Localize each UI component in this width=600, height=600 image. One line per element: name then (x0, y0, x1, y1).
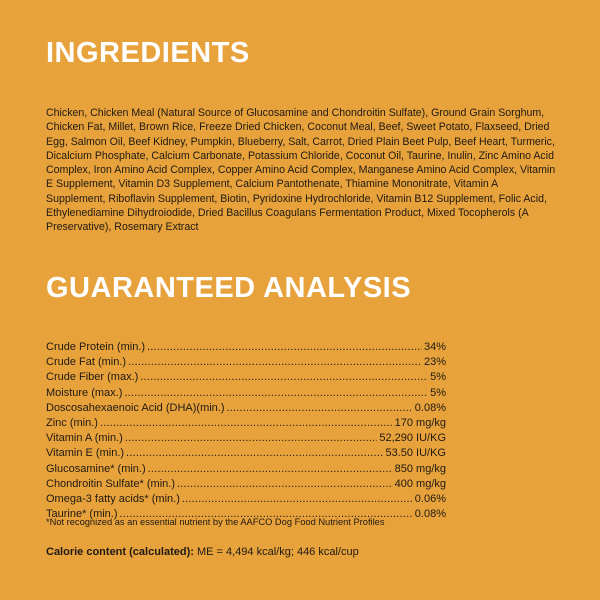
analysis-value: 5% (430, 386, 446, 399)
leader-dots (124, 386, 428, 401)
analysis-label: Crude Fat (min.) (46, 356, 127, 369)
analysis-value: 23% (423, 356, 446, 369)
leader-dots (148, 462, 393, 477)
leader-dots (182, 492, 413, 507)
leader-dots (177, 477, 393, 492)
analysis-label: Crude Fiber (max.) (46, 371, 139, 384)
analysis-label: Chondroitin Sulfate* (min.) (46, 477, 176, 490)
analysis-row (46, 462, 446, 477)
analysis-label: Omega-3 fatty acids* (min.) (46, 492, 180, 505)
analysis-value: 850 mg/kg (394, 462, 446, 475)
leader-dots (140, 370, 428, 385)
analysis-label: Doscosahexaenoic Acid (DHA)(min.) (46, 401, 225, 414)
ingredients-list: Chicken, Chicken Meal (Natural Source of Glucosamine and Chondroitin Sulfate), Ground Grain Sorghum, Chicken Fat, Millet, Brown Rice, Freeze Dried Chicken, Coconut Meal, Beef, Sweet Potato, Flaxseed, Dried Egg, Salmon Oil, Beef Kidney, Pumpkin, Blueberry, Salt, Carrot, Dried Plain Beet Pulp, Beef Heart, Turmeric, Dicalcium Phosphate, Calcium Carbonate, Potassium Chloride, Coconut Oil, Taurine, Inulin, Zinc Amino Acid Complex, Iron Amino Acid Complex, Copper Amino Acid Complex, Manganese Amino Acid Complex, Vitamin E Supplement, Vitamin D3 Supplement, Calcium Pantothenate, Thiamine Mononitrate, Vitamin A Supplement, Riboflavin Supplement, Biotin, Pyridoxine Hydrochloride, Vitamin B12 Supplement, Folic Acid, Ethylenediamine Dihydroiodide, Dried Bacillus Coagulans Fermentation Product, Mixed Tocopherols (A Preservative), Rosemary Extract (46, 107, 556, 234)
analysis-row (46, 340, 446, 355)
leader-dots (126, 446, 383, 461)
analysis-label: Vitamin A (min.) (46, 432, 123, 445)
analysis-row (46, 492, 446, 507)
analysis-value: 52,290 IU/KG (379, 432, 446, 445)
leader-dots (100, 416, 393, 431)
analysis-label: Taurine* (min.) (46, 508, 118, 521)
leader-dots (147, 340, 422, 355)
analysis-value: 34% (423, 341, 446, 353)
analysis-row (46, 386, 446, 401)
analysis-value: 53.50 IU/KG (385, 447, 446, 460)
analysis-label: Glucosamine* (min.) (46, 462, 146, 475)
analysis-row (46, 446, 446, 461)
guaranteed-analysis-heading: GUARANTEED ANALYSIS (46, 272, 412, 304)
calorie-label: Calorie content (calculated): (46, 546, 194, 558)
leader-dots (128, 355, 422, 370)
analysis-label: Zinc (min.) (46, 416, 98, 429)
analysis-row (46, 401, 446, 416)
analysis-table (46, 340, 446, 522)
analysis-label: Crude Protein (min.) (46, 341, 146, 353)
analysis-value: 170 mg/kg (394, 416, 446, 429)
leader-dots (227, 401, 413, 416)
calorie-content (46, 546, 359, 558)
analysis-footnote: *Not recognized as an essential nutrient by the AAFCO Dog Food Nutrient Profiles (46, 517, 385, 527)
analysis-value: 0.08% (414, 401, 446, 414)
analysis-value: 5% (430, 371, 446, 384)
analysis-row (46, 370, 446, 385)
analysis-row (46, 355, 446, 370)
calorie-value: ME = 4,494 kcal/kg; 446 kcal/cup (193, 546, 359, 558)
analysis-row (46, 477, 446, 492)
analysis-label: Vitamin E (min.) (46, 447, 125, 460)
analysis-label: Moisture (max.) (46, 386, 123, 399)
analysis-value: 0.08% (414, 508, 446, 521)
analysis-row (46, 431, 446, 446)
ingredients-heading: INGREDIENTS (46, 37, 250, 69)
analysis-row (46, 416, 446, 431)
analysis-value: 400 mg/kg (394, 477, 446, 490)
analysis-value: 0.06% (414, 492, 446, 505)
leader-dots (125, 431, 378, 446)
